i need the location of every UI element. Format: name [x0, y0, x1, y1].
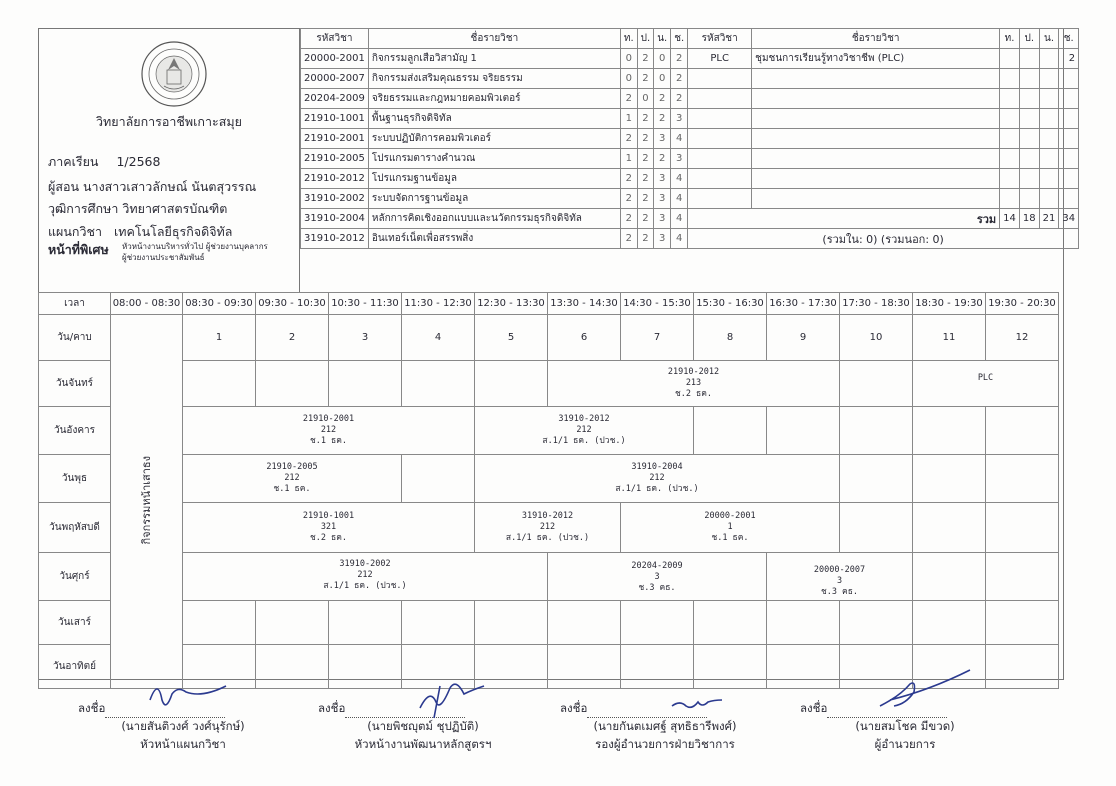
empty-cell — [1000, 89, 1020, 109]
signer-name: (นายกันตเมศฐ์ สุทธิธารีพงศ์) — [593, 719, 737, 733]
subject-name: ระบบจัดการฐานข้อมูล — [368, 189, 620, 209]
empty-cell — [688, 69, 752, 89]
signature-line — [78, 700, 288, 718]
subject-code: 31910-2012 — [301, 229, 369, 249]
class-slot[interactable]: 31910-2012 212 ส.1/1 ธค. (ปวช.) — [475, 503, 621, 553]
col-t-2: ท. — [1000, 29, 1020, 49]
signer-role: หัวหน้าแผนกวิชา — [140, 737, 226, 751]
subject-code: 21910-2005 — [301, 149, 369, 169]
empty-cell — [752, 149, 1000, 169]
subject-t: 0 — [620, 49, 637, 69]
empty-cell — [1039, 169, 1059, 189]
empty-cell — [1039, 69, 1059, 89]
empty-cell — [1000, 109, 1020, 129]
subjects-header-row — [301, 29, 1079, 49]
teacher-value: นางสาวเสาวลักษณ์ นันตสุวรรณ — [83, 179, 257, 194]
subject-row — [301, 209, 1079, 229]
subject-n: 3 — [654, 209, 671, 229]
subject-row — [301, 89, 1079, 109]
sign-label: ลงชื่อ — [800, 701, 828, 715]
dept-row — [48, 222, 232, 242]
empty-cell — [1019, 189, 1039, 209]
extra-n — [1039, 49, 1059, 69]
subject-t: 0 — [620, 69, 637, 89]
period-8: 8 — [694, 315, 767, 361]
day-label: วันอาทิตย์ — [39, 645, 111, 689]
duty-text — [122, 241, 268, 263]
empty-cell — [1039, 189, 1059, 209]
day-label: วันพฤหัสบดี — [39, 503, 111, 553]
empty-cell — [1059, 149, 1079, 169]
term-value: 1/2568 — [116, 154, 161, 169]
empty-cell — [1059, 129, 1079, 149]
col-p-2: ป. — [1019, 29, 1039, 49]
subject-c: 4 — [671, 229, 688, 249]
subject-code: 21910-2001 — [301, 129, 369, 149]
period-4: 4 — [402, 315, 475, 361]
signature-line — [318, 700, 528, 718]
empty-cell — [1000, 169, 1020, 189]
empty-cell — [688, 89, 752, 109]
empty-cell — [1019, 89, 1039, 109]
class-slot[interactable]: 20204-2009 3 ช.3 คธ. — [548, 553, 767, 601]
col-c-2: ช. — [1059, 29, 1079, 49]
day-row-wednesday — [39, 455, 1059, 503]
period-10: 10 — [840, 315, 913, 361]
col-c: ช. — [671, 29, 688, 49]
subject-code: 31910-2004 — [301, 209, 369, 229]
college-seal-icon — [140, 40, 208, 108]
signature-block — [800, 700, 1010, 754]
subject-p: 2 — [637, 169, 654, 189]
sign-label: ลงชื่อ — [318, 701, 346, 715]
day-label: วันพุธ — [39, 455, 111, 503]
day-row-friday — [39, 553, 1059, 601]
subject-t: 1 — [620, 109, 637, 129]
subject-name: โปรแกรมตารางคำนวณ — [368, 149, 620, 169]
signature-line — [560, 700, 770, 718]
period-row — [39, 315, 1059, 361]
signature-block — [78, 700, 288, 754]
period-12: 12 — [986, 315, 1059, 361]
subject-name: โปรแกรมฐานข้อมูล — [368, 169, 620, 189]
empty-cell — [1039, 129, 1059, 149]
subject-name: พื้นฐานธุรกิจดิจิทัล — [368, 109, 620, 129]
day-label: วันเสาร์ — [39, 601, 111, 645]
period-3: 3 — [329, 315, 402, 361]
subject-row — [301, 109, 1079, 129]
subject-code: 21910-2012 — [301, 169, 369, 189]
subject-c: 4 — [671, 209, 688, 229]
totals-label: รวม — [688, 209, 1000, 229]
empty-cell — [1059, 169, 1079, 189]
subject-p: 0 — [637, 89, 654, 109]
day-row-monday — [39, 361, 1059, 407]
term-row — [48, 152, 160, 172]
empty-cell — [1000, 129, 1020, 149]
dept-label: แผนกวิชา — [48, 224, 103, 239]
subject-n: 2 — [654, 89, 671, 109]
period-2: 2 — [256, 315, 329, 361]
empty-cell — [1000, 69, 1020, 89]
class-slot[interactable]: 21910-1001 321 ช.2 ธค. — [183, 503, 475, 553]
empty-cell — [1000, 189, 1020, 209]
subject-code: 20000-2007 — [301, 69, 369, 89]
extra-p — [1019, 49, 1039, 69]
subject-t: 2 — [620, 229, 637, 249]
signer-name: (นายสันติวงศ์ วงศ์นุรักษ์) — [121, 719, 245, 733]
subject-n: 2 — [654, 109, 671, 129]
totals-c: 34 — [1059, 209, 1079, 229]
day-label: วันอังคาร — [39, 407, 111, 455]
day-row-sunday — [39, 645, 1059, 689]
signature-line — [800, 700, 1010, 718]
day-row-saturday — [39, 601, 1059, 645]
class-slot[interactable]: 21910-2012 213 ช.2 ธค. — [548, 361, 840, 407]
subject-t: 1 — [620, 149, 637, 169]
empty-cell — [1039, 89, 1059, 109]
col-n-2: น. — [1039, 29, 1059, 49]
subject-code: 21910-1001 — [301, 109, 369, 129]
empty-cell — [752, 169, 1000, 189]
empty-cell — [1019, 129, 1039, 149]
empty-cell — [1059, 189, 1079, 209]
totals-n: 21 — [1039, 209, 1059, 229]
period-1: 1 — [183, 315, 256, 361]
degree-row — [48, 199, 227, 219]
time-0: 08:00 - 08:30 — [111, 293, 183, 315]
subject-p: 2 — [637, 149, 654, 169]
col-name: ชื่อรายวิชา — [368, 29, 620, 49]
time-9: 16:30 - 17:30 — [767, 293, 840, 315]
subject-c: 4 — [671, 169, 688, 189]
extra-t — [1000, 49, 1020, 69]
period-7: 7 — [621, 315, 694, 361]
subject-c: 3 — [671, 149, 688, 169]
period-11: 11 — [913, 315, 986, 361]
subject-name: หลักการคิดเชิงออกแบบและนวัตกรรมธุรกิจดิจิทัล — [368, 209, 620, 229]
time-11: 18:30 - 19:30 — [913, 293, 986, 315]
signature-block — [318, 700, 528, 754]
signer-role: ผู้อำนวยการ — [874, 737, 936, 751]
class-slot[interactable]: 21910-2001 212 ช.1 ธค. — [183, 407, 475, 455]
subject-row — [301, 229, 1079, 249]
subject-t: 2 — [620, 189, 637, 209]
class-slot[interactable]: 20000-2007 3 ช.3 คธ. — [767, 553, 913, 601]
col-code: รหัสวิชา — [301, 29, 369, 49]
signature-dots — [105, 705, 225, 718]
flag-activity-label: กิจกรรมหน้าเสาธง — [139, 455, 153, 545]
signer-name: (นายสมโชค มีขวด) — [855, 719, 955, 733]
sign-label: ลงชื่อ — [78, 701, 106, 715]
subject-c: 2 — [671, 69, 688, 89]
class-slot[interactable]: 31910-2004 212 ส.1/1 ธค. (ปวช.) — [475, 455, 840, 503]
subject-name: กิจกรรมลูกเสือวิสามัญ 1 — [368, 49, 620, 69]
subject-t: 2 — [620, 209, 637, 229]
subject-name: ระบบปฏิบัติการคอมพิวเตอร์ — [368, 129, 620, 149]
empty-cell — [752, 109, 1000, 129]
subject-n: 3 — [654, 189, 671, 209]
subject-code: 20204-2009 — [301, 89, 369, 109]
empty-cell — [752, 189, 1000, 209]
day-row-thursday — [39, 503, 1059, 553]
subject-n: 3 — [654, 169, 671, 189]
flag-activity-cell — [111, 315, 183, 689]
time-2: 09:30 - 10:30 — [256, 293, 329, 315]
subject-n: 3 — [654, 229, 671, 249]
empty-cell — [1039, 149, 1059, 169]
empty-cell — [688, 149, 752, 169]
college-name: วิทยาลัยการอาชีพเกาะสมุย — [96, 114, 242, 129]
time-label: เวลา — [39, 293, 111, 315]
term-label: ภาคเรียน — [48, 154, 99, 169]
subject-code: 20000-2001 — [301, 49, 369, 69]
subject-c: 2 — [671, 49, 688, 69]
empty-cell — [1059, 69, 1079, 89]
degree-value: วิทยาศาสตรบัณฑิต — [122, 201, 228, 216]
signer-role: รองผู้อำนวยการฝ่ายวิชาการ — [595, 737, 735, 751]
period-label: วัน/คาบ — [39, 315, 111, 361]
col-code-2: รหัสวิชา — [688, 29, 752, 49]
sign-label: ลงชื่อ — [560, 701, 588, 715]
day-label: วันจันทร์ — [39, 361, 111, 407]
subject-c: 4 — [671, 189, 688, 209]
duty-line-1: หัวหน้างานบริหารทั่วไป ผู้ช่วยงานบุคลากร — [122, 242, 268, 251]
col-n: น. — [654, 29, 671, 49]
subject-row — [301, 149, 1079, 169]
subject-n: 0 — [654, 49, 671, 69]
signature-dots — [345, 705, 465, 718]
time-5: 12:30 - 13:30 — [475, 293, 548, 315]
time-1: 08:30 - 09:30 — [183, 293, 256, 315]
subject-t: 2 — [620, 169, 637, 189]
day-label: วันศุกร์ — [39, 553, 111, 601]
empty-cell — [688, 129, 752, 149]
extra-c: 2 — [1059, 49, 1079, 69]
empty-cell — [1019, 69, 1039, 89]
class-slot[interactable]: 31910-2012 212 ส.1/1 ธค. (ปวช.) — [475, 407, 694, 455]
empty-cell — [752, 129, 1000, 149]
col-t: ท. — [620, 29, 637, 49]
subject-code: 31910-2002 — [301, 189, 369, 209]
subject-row — [301, 169, 1079, 189]
signature-dots — [827, 705, 947, 718]
time-row — [39, 293, 1059, 315]
totals-inout: (รวมใน: 0) (รวมนอก: 0) — [688, 229, 1079, 249]
empty-cell — [688, 109, 752, 129]
subject-name: จริยธรรมและกฎหมายคอมพิวเตอร์ — [368, 89, 620, 109]
subject-p: 2 — [637, 69, 654, 89]
time-8: 15:30 - 16:30 — [694, 293, 767, 315]
empty-cell — [1059, 89, 1079, 109]
class-slot[interactable]: 31910-2002 212 ส.1/1 ธค. (ปวช.) — [183, 553, 548, 601]
subject-p: 2 — [637, 189, 654, 209]
signer-role: หัวหน้างานพัฒนาหลักสูตรฯ — [354, 737, 492, 751]
time-7: 14:30 - 15:30 — [621, 293, 694, 315]
time-4: 11:30 - 12:30 — [402, 293, 475, 315]
time-3: 10:30 - 11:30 — [329, 293, 402, 315]
period-9: 9 — [767, 315, 840, 361]
dept-value: เทคโนโลยีธุรกิจดิจิทัล — [114, 224, 233, 239]
col-name-2: ชื่อรายวิชา — [752, 29, 1000, 49]
empty-cell — [1019, 149, 1039, 169]
subject-t: 2 — [620, 89, 637, 109]
subject-t: 2 — [620, 129, 637, 149]
subject-name: กิจกรรมส่งเสริมคุณธรรม จริยธรรม — [368, 69, 620, 89]
empty-cell — [1019, 109, 1039, 129]
class-slot[interactable]: 21910-2005 212 ช.1 ธค. — [183, 455, 402, 503]
extra-name: ชุมชนการเรียนรู้ทางวิชาชีพ (PLC) — [752, 49, 1000, 69]
subject-c: 3 — [671, 109, 688, 129]
subject-p: 2 — [637, 49, 654, 69]
subject-n: 3 — [654, 129, 671, 149]
subject-p: 2 — [637, 109, 654, 129]
empty-cell — [1039, 109, 1059, 129]
class-slot[interactable]: PLC — [913, 361, 1059, 407]
subject-row — [301, 69, 1079, 89]
extra-code: PLC — [688, 49, 752, 69]
signer-name: (นายพิชญุตม์ ชุปฏิบัติ) — [367, 719, 479, 733]
time-12: 19:30 - 20:30 — [986, 293, 1059, 315]
subject-p: 2 — [637, 209, 654, 229]
teacher-row — [48, 177, 256, 197]
subject-n: 0 — [654, 69, 671, 89]
empty-cell — [1019, 169, 1039, 189]
empty-cell — [1000, 149, 1020, 169]
period-5: 5 — [475, 315, 548, 361]
time-10: 17:30 - 18:30 — [840, 293, 913, 315]
empty-cell — [688, 189, 752, 209]
empty-cell — [688, 169, 752, 189]
subject-name: อินเทอร์เน็ตเพื่อสรรพสิ่ง — [368, 229, 620, 249]
subject-row — [301, 49, 1079, 69]
empty-cell — [752, 89, 1000, 109]
subject-p: 2 — [637, 229, 654, 249]
signature-dots — [587, 705, 707, 718]
empty-cell — [752, 69, 1000, 89]
empty-cell — [1059, 109, 1079, 129]
schedule-grid — [38, 292, 1059, 689]
col-p: ป. — [637, 29, 654, 49]
teacher-label: ผู้สอน — [48, 179, 80, 194]
totals-t: 14 — [1000, 209, 1020, 229]
subject-c: 2 — [671, 89, 688, 109]
subject-p: 2 — [637, 129, 654, 149]
period-6: 6 — [548, 315, 621, 361]
subject-row — [301, 129, 1079, 149]
subject-n: 2 — [654, 149, 671, 169]
subjects-table — [300, 28, 1079, 249]
subject-c: 4 — [671, 129, 688, 149]
signature-block — [560, 700, 770, 754]
duty-label: หน้าที่พิเศษ — [48, 242, 109, 257]
day-row-tuesday — [39, 407, 1059, 455]
class-slot[interactable]: 20000-2001 1 ช.1 ธค. — [621, 503, 840, 553]
totals-p: 18 — [1019, 209, 1039, 229]
degree-label: วุฒิการศึกษา — [48, 201, 119, 216]
duty-line-2: ผู้ช่วยงานประชาสัมพันธ์ — [122, 253, 205, 262]
subject-row — [301, 189, 1079, 209]
duty-row — [48, 240, 109, 260]
time-6: 13:30 - 14:30 — [548, 293, 621, 315]
